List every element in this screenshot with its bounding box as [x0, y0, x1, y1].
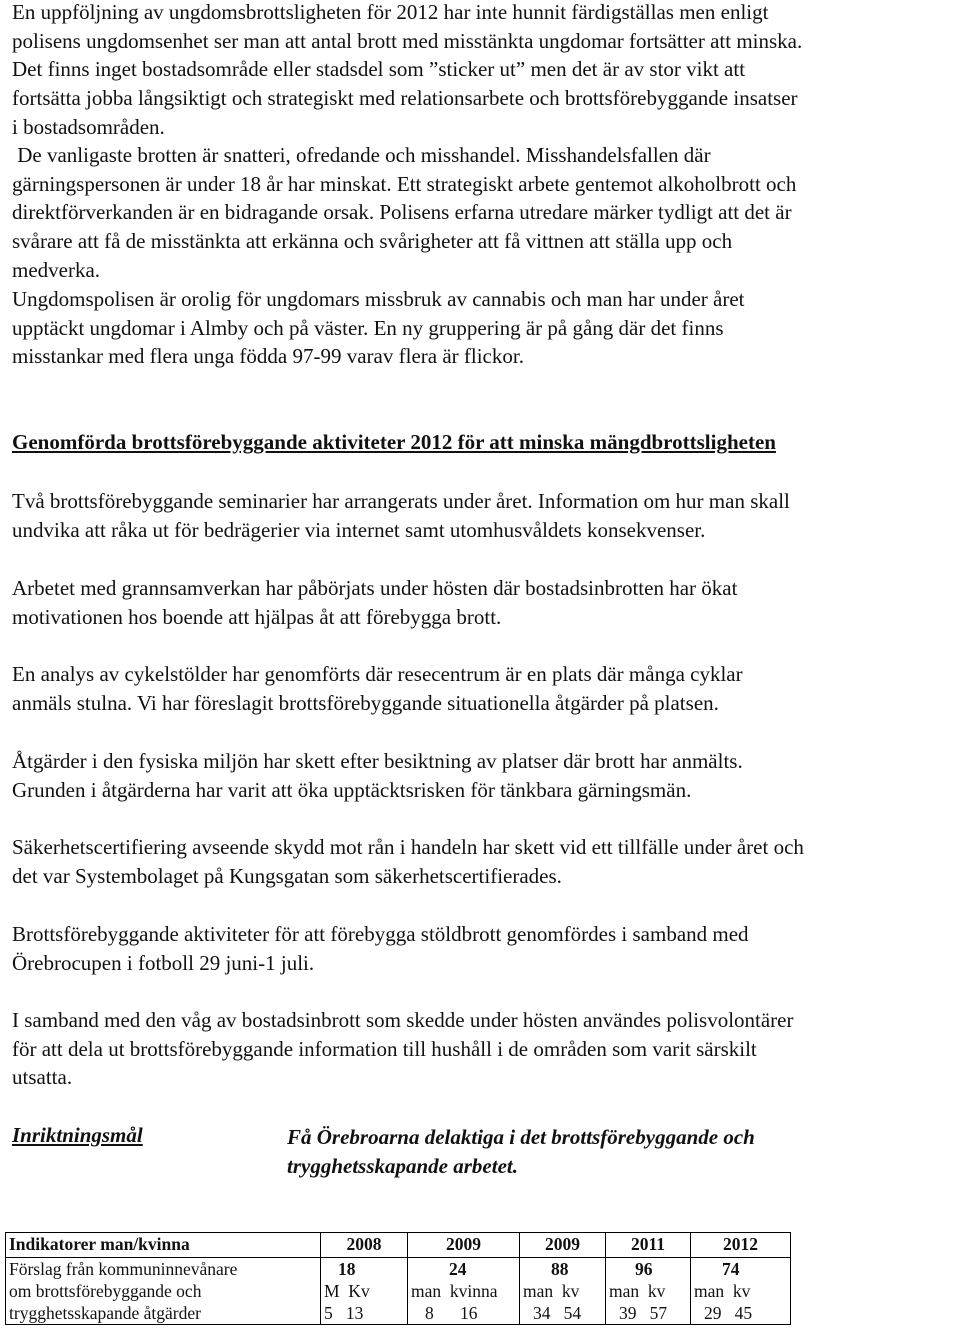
- intro-paragraph-2: [12, 141, 796, 285]
- intro-paragraph-3: [12, 285, 745, 371]
- text-line: gärningspersonen är under 18 år har minskat. Ett strategiskt arbete gentemot alkoholbrott och: [12, 171, 797, 196]
- cell-split-values: 39 57: [619, 1303, 668, 1323]
- text-line: motivationen hos boende att hjälpas åt att förebygga brott.: [12, 604, 502, 629]
- text-line: polisens ungdomsenhet ser man att antal brott med misstänkta ungdomar fortsätter att minska.: [12, 28, 803, 53]
- cell-total: 18: [338, 1259, 356, 1279]
- text-line: Få Örebroarna delaktiga i det brottsförebyggande och: [287, 1125, 755, 1149]
- table-header-cell: 2009: [408, 1233, 520, 1258]
- cell-total: 88: [551, 1259, 569, 1279]
- activity-paragraph: [12, 1006, 794, 1092]
- text-line: anmäls stulna. Vi har föreslagit brottsförebyggande situationella åtgärder på platsen.: [12, 690, 719, 715]
- table-header-cell: 2012: [691, 1233, 791, 1258]
- cell-split-values: 5 13: [324, 1303, 364, 1323]
- text-line: för att dela ut brottsförebyggande information till hushåll i de områden som varit särskilt: [12, 1036, 757, 1061]
- table-cell: [691, 1258, 791, 1325]
- table-cell-label: [6, 1258, 321, 1325]
- activity-paragraph: [12, 747, 743, 804]
- text-line: trygghetsskapande arbetet.: [287, 1154, 518, 1178]
- text-line: direktförverkanden är en bidragande orsak. Polisens erfarna utredare märker tydligt att det är: [12, 200, 792, 225]
- cell-total: 74: [722, 1259, 740, 1279]
- cell-split-label: M Kv: [324, 1281, 370, 1301]
- table-cell: [606, 1258, 691, 1325]
- activity-paragraph: [12, 833, 804, 890]
- table-cell: [520, 1258, 606, 1325]
- text-line: De vanligaste brotten är snatteri, ofredande och misshandel. Misshandelsfallen där: [12, 143, 711, 167]
- table-header-cell: 2009: [520, 1233, 606, 1258]
- activity-paragraph: [12, 920, 749, 977]
- text-line: medverka.: [12, 257, 101, 282]
- cell-split-values: 29 45: [704, 1303, 753, 1323]
- activity-paragraph: [12, 660, 743, 717]
- text-line: om brottsförebyggande och: [9, 1281, 202, 1301]
- text-line: Ungdomspolisen är orolig för ungdomars missbruk av cannabis och man har under året: [12, 287, 745, 311]
- cell-split-label: man kv: [694, 1281, 751, 1301]
- table-row: [6, 1258, 791, 1325]
- activity-paragraph: [12, 487, 790, 544]
- text-line: Arbetet med grannsamverkan har påbörjats under hösten där bostadsinbrotten har ökat: [12, 576, 738, 600]
- text-line: Örebrocupen i fotboll 29 juni-1 juli.: [12, 950, 315, 975]
- cell-split-label: man kvinna: [411, 1281, 498, 1301]
- text-line: undvika att råka ut för bedrägerier via internet samt utomhusvåldets konsekvenser.: [12, 517, 706, 542]
- intro-paragraph-1: [12, 0, 802, 142]
- cell-split-label: man kv: [523, 1281, 580, 1301]
- text-line: Två brottsförebyggande seminarier har arrangerats under året. Information om hur man skall: [12, 489, 790, 513]
- cell-split-label: man kv: [609, 1281, 666, 1301]
- text-line: Säkerhetscertifiering avseende skydd mot rån i handeln har skett vid ett tillfälle under året och: [12, 835, 804, 859]
- text-line: En analys av cykelstölder har genomförts där resecentrum är en plats där många cyklar: [12, 662, 743, 686]
- text-line: svårare att få de misstänkta att erkänna och svårigheter att få vittnen att ställa upp och: [12, 229, 733, 254]
- text-line: upptäckt ungdomar i Almby och på väster. En ny gruppering är på gång där det finns: [12, 315, 724, 340]
- indicator-table: [5, 1232, 791, 1325]
- table-header-cell: 2008: [321, 1233, 408, 1258]
- text-line: trygghetsskapande åtgärder: [9, 1303, 201, 1323]
- text-line: fortsätta jobba långsiktigt och strategiskt med relationsarbete och brottsförebyggande insatser: [12, 86, 798, 111]
- table-header-cell: Indikatorer man/kvinna: [6, 1233, 321, 1258]
- section-heading: Genomförda brottsförebyggande aktiviteter 2012 för att minska mängdbrottsligheten: [12, 430, 776, 454]
- text-line: Förslag från kommuninnevånare: [9, 1259, 238, 1279]
- text-line: Brottsförebyggande aktiviteter för att förebygga stöldbrott genomfördes i samband med: [12, 922, 749, 946]
- text-line: En uppföljning av ungdomsbrottsligheten för 2012 har inte hunnit färdigställas men enligt: [12, 0, 769, 24]
- cell-total: 96: [635, 1259, 653, 1279]
- text-line: utsatta.: [12, 1065, 73, 1090]
- table-cell: [321, 1258, 408, 1325]
- goal-label: Inriktningsmål: [12, 1123, 143, 1147]
- table-header-row: [6, 1233, 791, 1258]
- cell-split-values: 34 54: [533, 1303, 582, 1323]
- text-line: Det finns inget bostadsområde eller stadsdel som ”sticker ut” men det är av stor vikt att: [12, 57, 746, 82]
- cell-total: 24: [449, 1259, 467, 1279]
- cell-split-values: 8 16: [425, 1303, 478, 1323]
- text-line: i bostadsområden.: [12, 114, 165, 139]
- text-line: I samband med den våg av bostadsinbrott som skedde under hösten användes polisvolontärer: [12, 1008, 794, 1032]
- text-line: Åtgärder i den fysiska miljön har skett efter besiktning av platser där brott har anmälts.: [12, 749, 743, 773]
- table-header-cell: 2011: [606, 1233, 691, 1258]
- goal-text: [287, 1123, 755, 1181]
- text-line: det var Systembolaget på Kungsgatan som säkerhetscertifierades.: [12, 863, 562, 888]
- text-line: Grunden i åtgärderna har varit att öka upptäcktsrisken för tänkbara gärningsmän.: [12, 777, 692, 802]
- activity-paragraph: [12, 574, 737, 631]
- table-cell: [408, 1258, 520, 1325]
- text-line: misstankar med flera unga födda 97-99 varav flera är flickor.: [12, 344, 524, 369]
